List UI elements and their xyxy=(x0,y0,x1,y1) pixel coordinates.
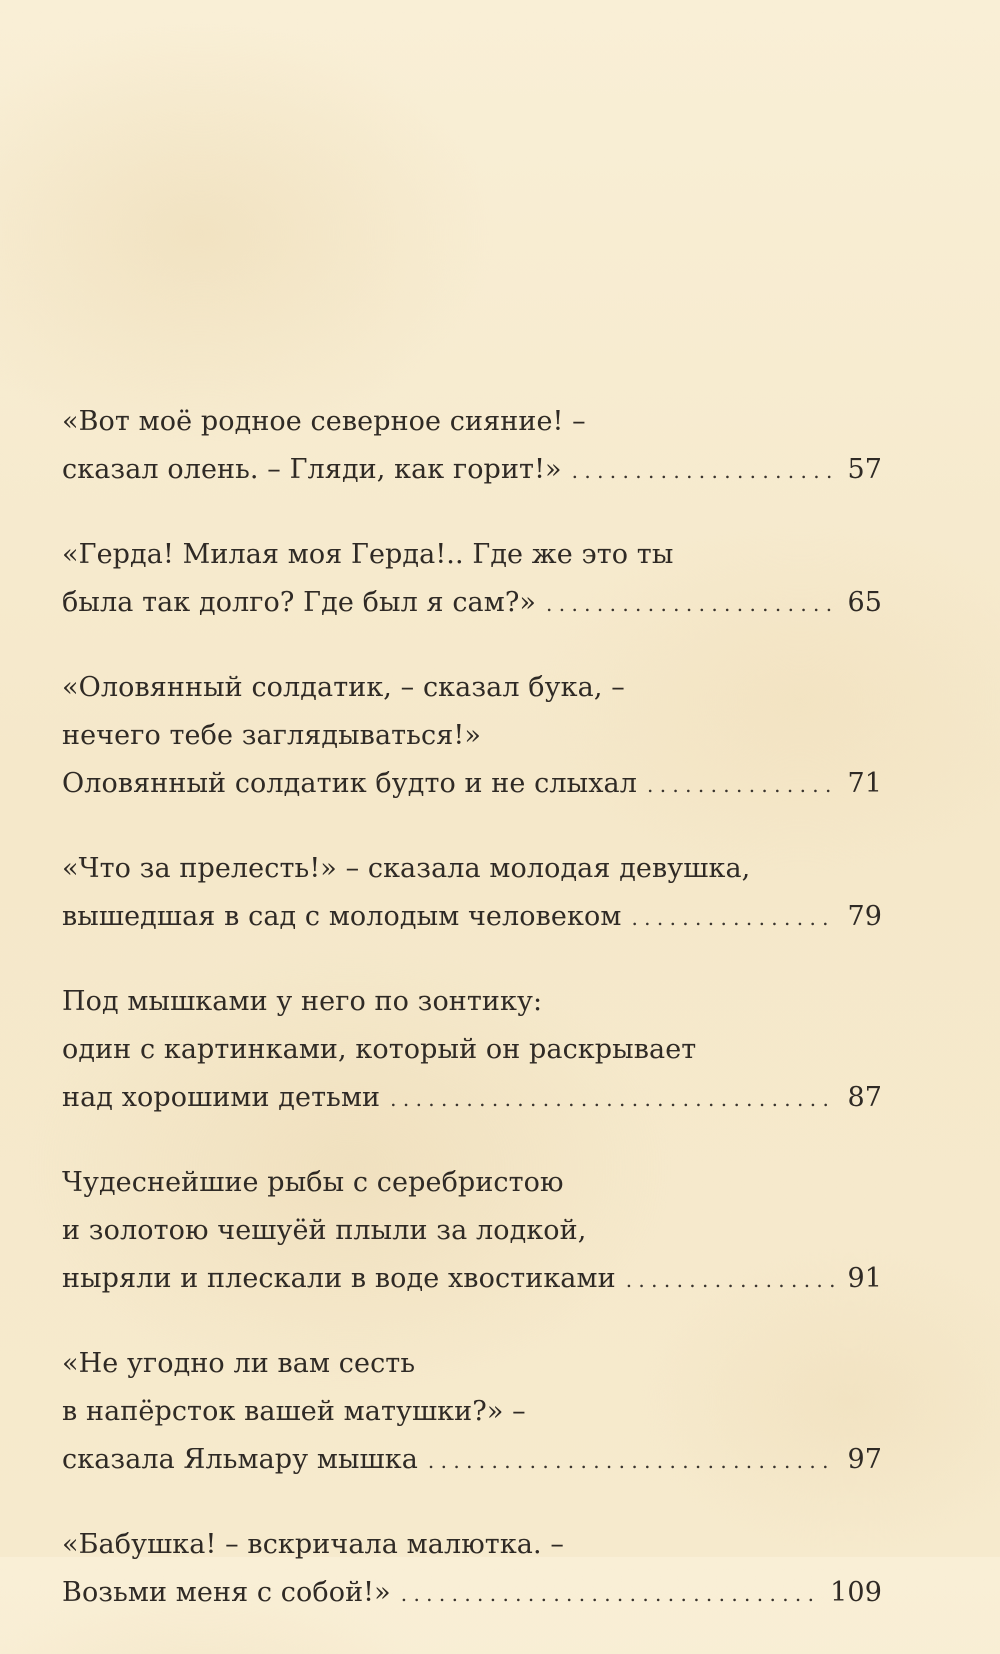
page-number: 109 xyxy=(830,1577,882,1608)
entry-last-line xyxy=(62,1074,882,1122)
entry-text-line: «Что за прелесть!» – сказала молодая девушка, xyxy=(62,853,751,884)
entry-text-line: Оловянный солдатик будто и не слыхал xyxy=(62,768,637,799)
entry-text-line: была так долго? Где был я сам?» xyxy=(62,587,537,618)
toc-entry xyxy=(62,531,882,627)
entry-last-line xyxy=(62,1255,882,1303)
page-number: 87 xyxy=(847,1082,882,1113)
toc-entry xyxy=(62,398,882,494)
entry-text-line: «Герда! Милая моя Герда!.. Где же это ты xyxy=(62,539,674,570)
entry-text-line: вышедшая в сад с молодым человеком xyxy=(62,901,622,932)
dot-leader xyxy=(631,894,835,942)
toc-entry xyxy=(62,664,882,808)
page-number: 71 xyxy=(847,768,882,799)
toc-entry xyxy=(62,978,882,1122)
entry-text-line: «Не угодно ли вам сесть xyxy=(62,1348,416,1379)
dot-leader xyxy=(647,761,835,809)
dot-leader xyxy=(401,1570,818,1618)
toc-entry xyxy=(62,1159,882,1303)
page-number: 79 xyxy=(847,901,882,932)
page-number: 91 xyxy=(847,1263,882,1294)
toc-entry xyxy=(62,1340,882,1484)
dot-leader xyxy=(428,1437,836,1485)
entry-text-line: «Вот моё родное северное сияние! – xyxy=(62,406,586,437)
entry-text-line: Возьми меня с собой!» xyxy=(62,1577,391,1608)
entry-text-line: в напёрсток вашей матушки?» – xyxy=(62,1396,526,1427)
entry-text-line: «Оловянный солдатик, – сказал бука, – xyxy=(62,672,625,703)
entry-last-line xyxy=(62,760,882,808)
entry-text-line: один с картинками, который он раскрывает xyxy=(62,1034,697,1065)
entry-last-line xyxy=(62,1569,882,1617)
entry-text-line: сказала Яльмару мышка xyxy=(62,1444,418,1475)
page-number: 65 xyxy=(847,587,882,618)
dot-leader xyxy=(626,1256,836,1304)
entry-text-line: Чудеснейшие рыбы с серебристою xyxy=(62,1167,564,1198)
list-of-illustrations xyxy=(62,398,882,1654)
dot-leader xyxy=(390,1075,835,1123)
page-number: 57 xyxy=(847,454,882,485)
entry-text-line: нечего тебе заглядываться!» xyxy=(62,720,481,751)
entry-text-line: Под мышками у него по зонтику: xyxy=(62,986,543,1017)
entry-text-line: «Бабушка! – вскричала малютка. – xyxy=(62,1529,564,1560)
entry-text-line: сказал олень. – Гляди, как горит!» xyxy=(62,454,562,485)
entry-text-line: над хорошими детьми xyxy=(62,1082,381,1113)
entry-last-line xyxy=(62,1436,882,1484)
entry-last-line xyxy=(62,893,882,941)
entry-text-line: ныряли и плескали в воде хвостиками xyxy=(62,1263,616,1294)
toc-entry xyxy=(62,1521,882,1617)
dot-leader xyxy=(546,580,835,628)
toc-entry xyxy=(62,845,882,941)
page-number: 97 xyxy=(847,1444,882,1475)
entry-last-line xyxy=(62,446,882,494)
dot-leader xyxy=(572,447,836,495)
entry-last-line xyxy=(62,579,882,627)
entry-text-line: и золотою чешуёй плыли за лодкой, xyxy=(62,1215,587,1246)
